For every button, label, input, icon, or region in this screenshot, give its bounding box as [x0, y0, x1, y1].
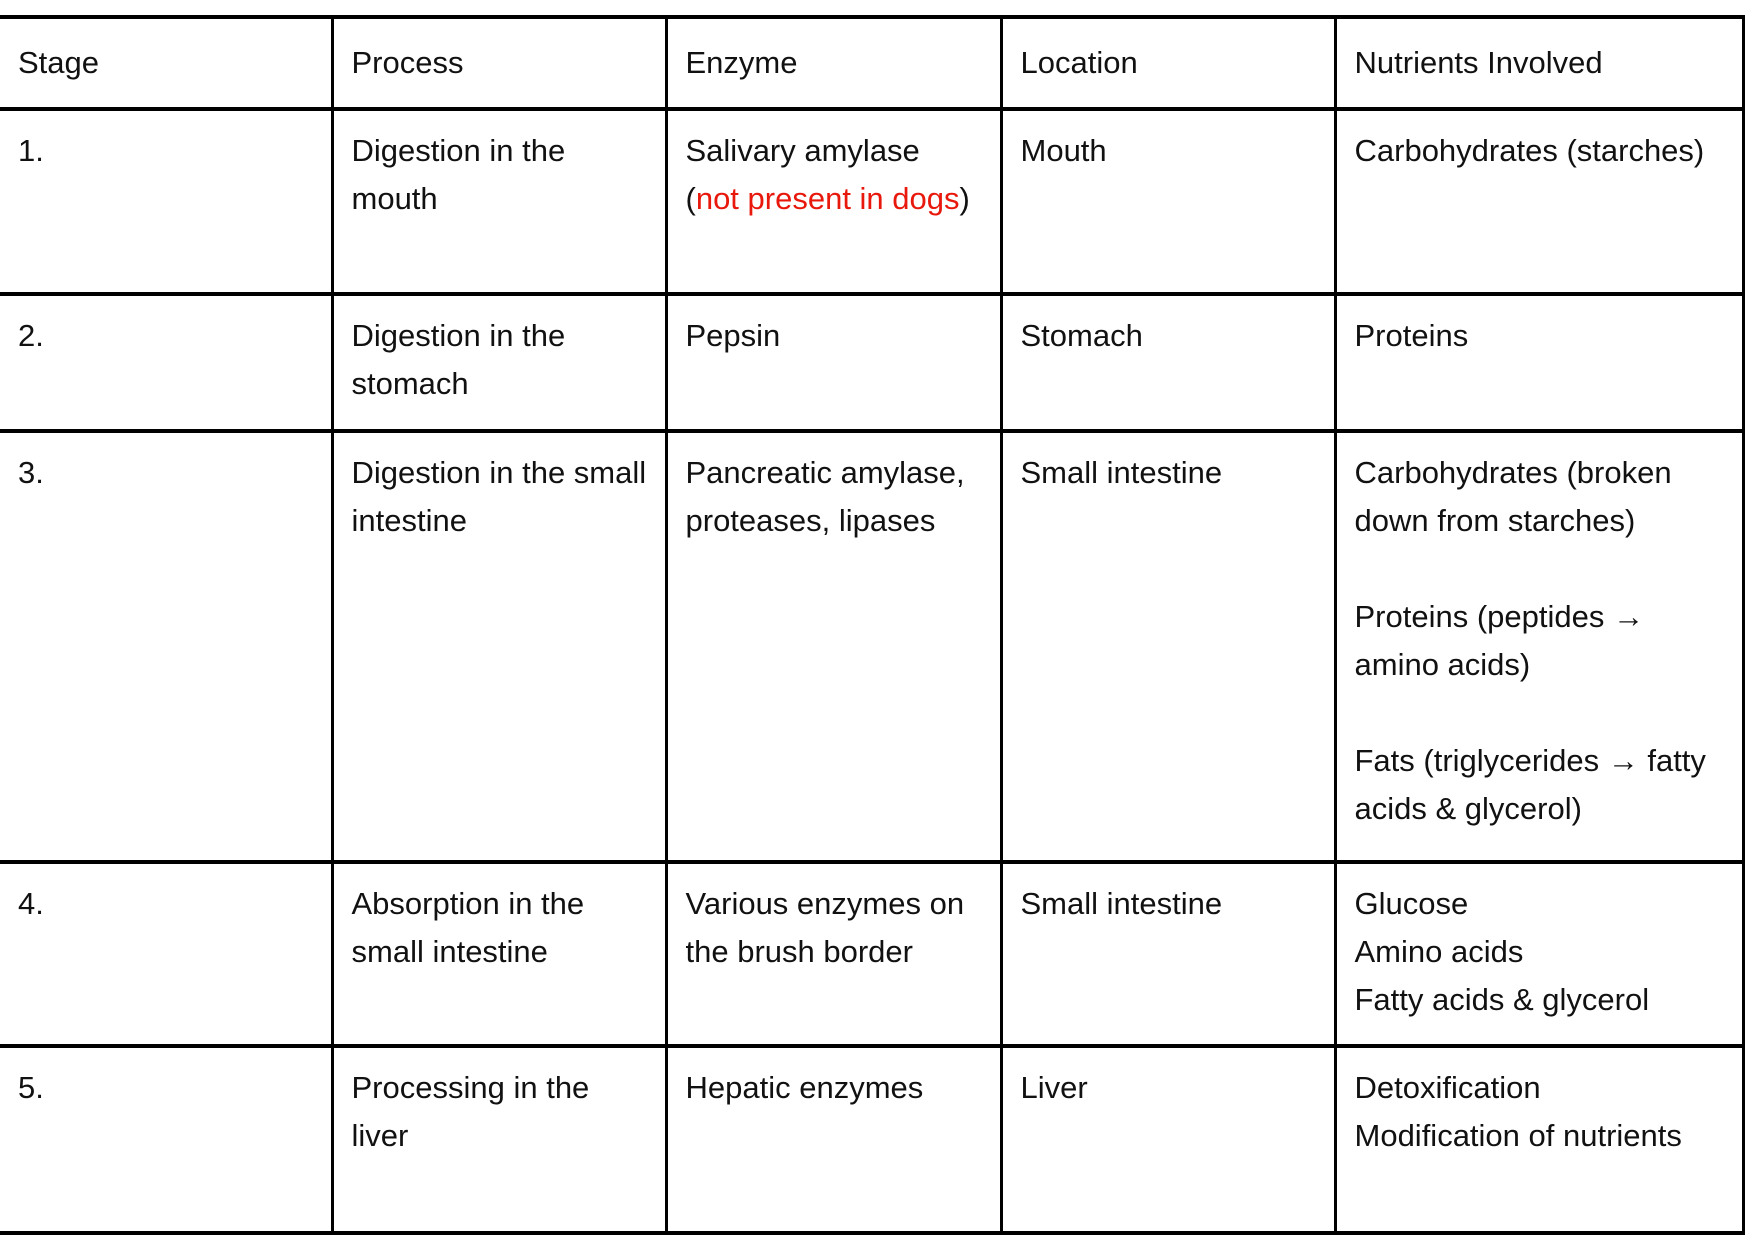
header-nutrients: Nutrients Involved: [1335, 17, 1743, 109]
close-paren: ): [959, 181, 970, 216]
nutrient-item: Fats (triglycerides → fatty acids & glycerol): [1354, 743, 1706, 826]
header-stage: Stage: [0, 17, 332, 109]
stage-cell: 4.: [0, 862, 332, 1046]
table-row: [0, 1046, 1743, 1233]
nutrients-cell: [1335, 862, 1743, 1046]
enzyme-name: Salivary amylase: [685, 133, 920, 168]
stage-cell: 1.: [0, 109, 332, 294]
species-note: not present in dogs: [695, 181, 960, 216]
nutrients-cell: [1335, 294, 1743, 431]
enzyme-cell: [666, 109, 1001, 294]
table-row: [0, 431, 1743, 862]
table-row: [0, 294, 1743, 431]
location-cell: Small intestine: [1001, 862, 1335, 1046]
table-row: [0, 862, 1743, 1046]
nutrient-item: Proteins (peptides → amino acids): [1354, 599, 1644, 682]
nutrient-item: Proteins: [1354, 318, 1469, 353]
table-row: [0, 109, 1743, 294]
location-cell: Liver: [1001, 1046, 1335, 1233]
header-enzyme: Enzyme: [666, 17, 1001, 109]
process-cell: Absorption in the small intestine: [332, 862, 666, 1046]
nutrients-cell: [1335, 1046, 1743, 1233]
nutrients-cell: [1335, 109, 1743, 294]
process-cell: Digestion in the mouth: [332, 109, 666, 294]
open-paren: (: [685, 181, 696, 216]
nutrient-item: Fatty acids & glycerol: [1354, 982, 1650, 1017]
location-cell: Stomach: [1001, 294, 1335, 431]
enzyme-cell: Hepatic enzymes: [666, 1046, 1001, 1233]
nutrient-item: Detoxification: [1354, 1070, 1541, 1105]
header-process: Process: [332, 17, 666, 109]
process-cell: Digestion in the small intestine: [332, 431, 666, 862]
enzyme-cell: Various enzymes on the brush border: [666, 862, 1001, 1046]
nutrient-item: Carbohydrates (broken down from starches): [1354, 455, 1672, 538]
process-cell: Processing in the liver: [332, 1046, 666, 1233]
nutrient-item: Amino acids: [1354, 934, 1524, 969]
process-cell: Digestion in the stomach: [332, 294, 666, 431]
stage-cell: 2.: [0, 294, 332, 431]
digestion-stages-table: [0, 15, 1745, 1235]
location-cell: Mouth: [1001, 109, 1335, 294]
nutrients-cell: [1335, 431, 1743, 862]
enzyme-cell: Pepsin: [666, 294, 1001, 431]
nutrient-item: Glucose: [1354, 886, 1469, 921]
enzyme-cell: Pancreatic amylase, proteases, lipases: [666, 431, 1001, 862]
stage-cell: 3.: [0, 431, 332, 862]
nutrient-item: Modification of nutrients: [1354, 1118, 1682, 1153]
location-cell: Small intestine: [1001, 431, 1335, 862]
header-location: Location: [1001, 17, 1335, 109]
stage-cell: 5.: [0, 1046, 332, 1233]
nutrient-item: Carbohydrates (starches): [1354, 133, 1705, 168]
header-row: [0, 17, 1743, 109]
